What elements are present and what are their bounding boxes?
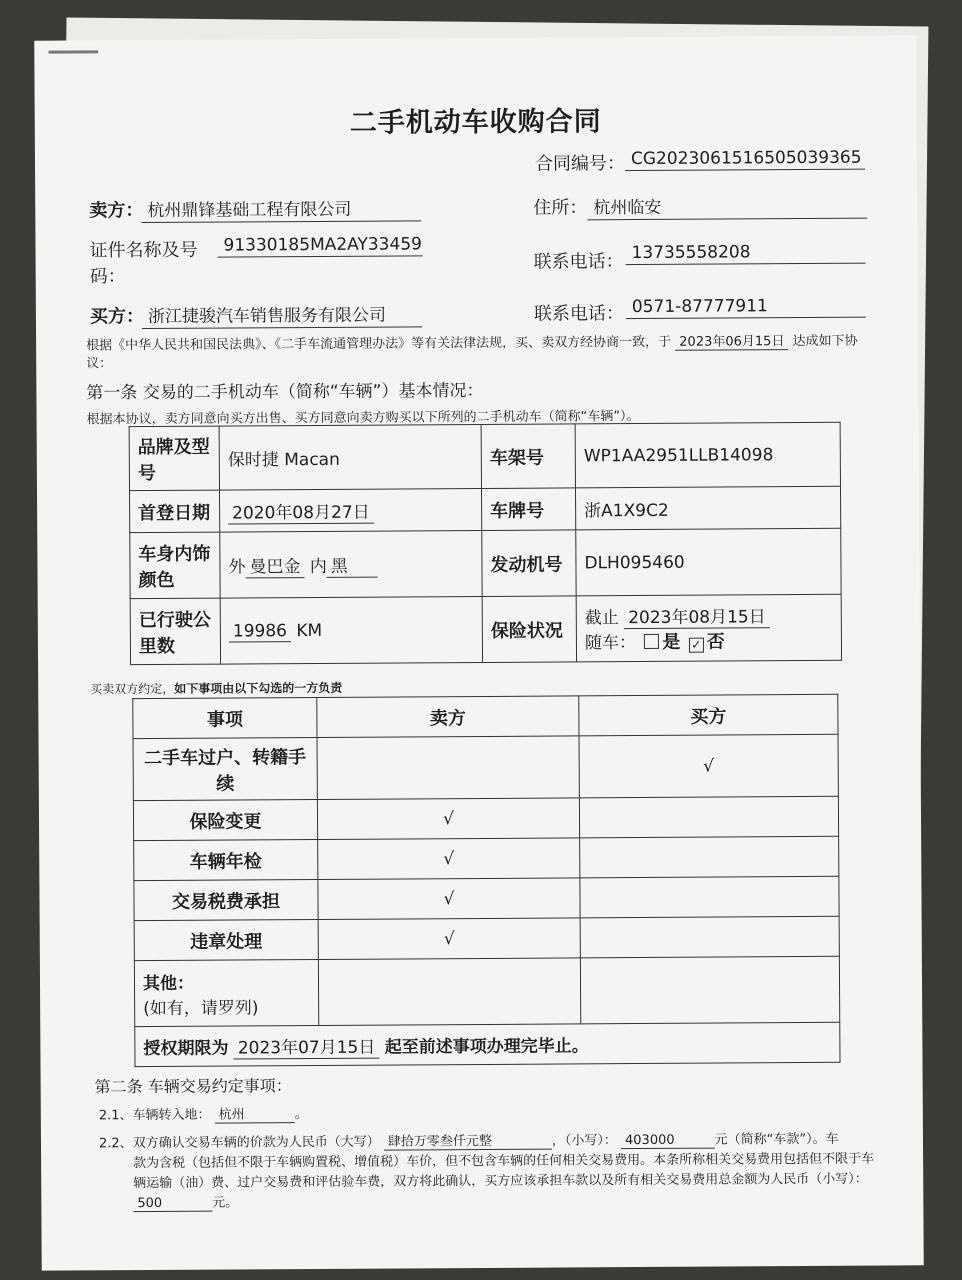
buyer-check[interactable]: [580, 876, 839, 918]
amount-uppercase: 肆拾万零叁仟元整: [384, 1134, 552, 1151]
plate-value: 浙A1X9C2: [575, 486, 840, 530]
seller-check[interactable]: √: [318, 838, 580, 880]
article1-heading: 第一条 交易的二手机动车（简称“车辆”）基本情况：: [86, 380, 484, 404]
buyer-name: 浙江捷骏汽车销售服务有限公司: [142, 300, 422, 329]
agreement-note: 买卖双方约定，如下事项由以下勾选的一方负责: [90, 680, 343, 697]
buyer-label: 买方：: [89, 306, 145, 328]
insurance-label: 保险状况: [482, 596, 576, 663]
header-seller: 卖方: [317, 696, 579, 738]
article1-intro: 根据本协议，卖方同意向买方出售、买方同意向卖方购买以下所列的二手机动车（简称“车辆”）。: [86, 409, 640, 428]
authorization-row: 授权期限为 2023年07月15日 起至前述事项办理完毕止。: [135, 1022, 840, 1066]
id-label-2: 码：: [89, 266, 126, 288]
checkbox-yes[interactable]: [644, 634, 659, 649]
mileage-cell: 19986 KM: [220, 596, 482, 664]
table-row: 二手车过户、转籍手 续 √: [133, 734, 838, 800]
int-color: 黑: [327, 557, 378, 578]
brand-label: 品牌及型 号: [129, 426, 219, 491]
mileage: 19986: [229, 621, 291, 642]
seller-check[interactable]: √: [318, 918, 580, 960]
contract-number: CG2023061516505039365: [625, 148, 865, 171]
mileage-label: 已行驶公 里数: [130, 598, 220, 665]
seller-label: 卖方：: [89, 200, 144, 222]
brand-value: 保时捷 Macan: [219, 424, 481, 490]
seller-check[interactable]: √: [317, 798, 579, 840]
contract-number-label: 合同编号：: [534, 153, 626, 175]
table-row: 保险变更 √: [133, 796, 838, 840]
table-row: [129, 422, 840, 490]
header-item: 事项: [133, 697, 317, 738]
table-row: [130, 486, 841, 532]
address-label: 住所：: [533, 197, 588, 219]
ext-color: 曼巴金: [245, 557, 304, 578]
table-row: [134, 956, 839, 1026]
preamble-text-b: 达成如下协: [792, 333, 858, 350]
plate-label: 车牌号: [481, 488, 575, 531]
table-row: [130, 594, 841, 664]
other-cell: 其他： (如有，请罗列): [134, 959, 318, 1026]
staple: [48, 50, 98, 53]
vehicle-table: [129, 422, 842, 665]
address: 杭州临安: [587, 192, 867, 221]
clause-2-2: 2.2、双方确认交易车辆的价款为人民币（大写） 肆拾万零叁仟元整 ，（小写）： 403000 元（简称“车款”）。车 款为含税（包括但不限于车辆购置税、增值税）车价，但不包含车辆的任何相关交易费用。本条所称相关交易费用包括但不限于车 辆运输（油）费、过户交易费和评估验车费，双方将此确认，买方应该承担车款以及所有相关交易费用总金额为人民币（小写）： 500 元。: [98, 1131, 875, 1212]
preamble: [86, 330, 858, 354]
article2-heading: 第二条 车辆交易约定事项：: [94, 1076, 292, 1097]
id-number: 91330185MA2AY33459: [217, 234, 422, 257]
engine-value: DLH095460: [576, 528, 841, 596]
auth-date: 2023年07月15日: [234, 1038, 380, 1060]
color-cell: 外 曼巴金 内 黑: [220, 530, 482, 598]
buyer-check[interactable]: √: [579, 734, 838, 798]
table-row: [130, 528, 841, 598]
color-label: 车身内饰 颜色: [130, 532, 220, 599]
amount-number: 403000: [621, 1133, 715, 1150]
table-row: 违章处理 √: [134, 916, 839, 960]
table-row: 交易税费承担 √: [134, 876, 839, 920]
table-row: 车辆年检 √: [134, 836, 839, 880]
engine-label: 发动机号: [482, 530, 576, 597]
duties-header: [133, 694, 838, 738]
vin-value: WP1AA2951LLB14098: [575, 422, 840, 488]
buyer-check[interactable]: [580, 836, 839, 878]
seller-check[interactable]: √: [318, 878, 580, 920]
seller-check[interactable]: [317, 736, 579, 800]
clause-2-1: 2.1、车辆转入地： 杭州 。: [98, 1107, 308, 1124]
checkbox-no[interactable]: ✓: [689, 638, 704, 653]
buyer-check[interactable]: [580, 916, 839, 958]
preamble-text-c: 议：: [86, 356, 113, 372]
agreement-date: 2023年06月15日: [675, 334, 788, 351]
reg-date-cell: [219, 488, 481, 532]
insurance-cell: 截止 2023年08月15日 随车： 是 ✓ 否: [576, 594, 841, 662]
destination: 杭州: [215, 1107, 295, 1123]
contract-title: 二手机动车收购合同: [349, 106, 602, 139]
seller-phone-label: 联系电话：: [533, 251, 624, 273]
id-label-1: 证件名称及号: [89, 239, 198, 262]
duties-table: [132, 694, 840, 1067]
header-buyer: 买方: [579, 694, 838, 736]
buyer-phone: 0571-87777911: [626, 296, 866, 319]
fee-amount: 500: [133, 1196, 212, 1212]
reg-date: 2020年08月27日: [228, 503, 374, 525]
seller-name: 杭州鼎锋基础工程有限公司: [141, 194, 421, 223]
reg-date-label: 首登日期: [130, 490, 220, 533]
buyer-phone-label: 联系电话：: [533, 303, 624, 325]
vin-label: 车架号: [481, 424, 575, 489]
insurance-date: 2023年08月15日: [624, 607, 770, 629]
contract-page: [34, 35, 923, 1270]
preamble-text-a: 根据《中华人民共和国民法典》、《二手车流通管理办法》等有关法律法规，买、卖双方经协商一致，于: [86, 334, 672, 354]
seller-phone: 13735558208: [625, 242, 865, 265]
buyer-check[interactable]: [579, 796, 838, 838]
